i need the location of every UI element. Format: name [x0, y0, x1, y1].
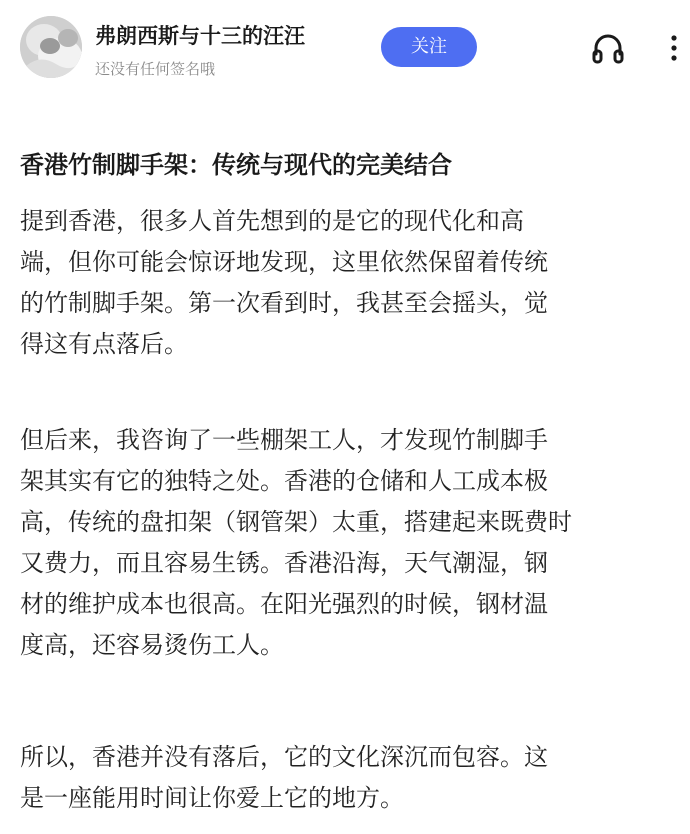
paragraph-line: 但后来，我咨询了一些棚架工人，才发现竹制脚手 [20, 426, 548, 454]
follow-button[interactable]: 关注 [381, 27, 477, 67]
paragraph-line: 又费力，而且容易生锈。香港沿海，天气潮湿，钢 [20, 549, 548, 577]
more-vertical-icon[interactable] [664, 28, 684, 68]
article-title: 香港竹制脚手架：传统与现代的完美结合 [20, 151, 452, 179]
paragraph-line: 的竹制脚手架。第一次看到时，我甚至会摇头，觉 [20, 289, 548, 317]
paragraph-1 [20, 201, 680, 365]
paragraph-line: 提到香港，很多人首先想到的是它的现代化和高 [20, 207, 524, 235]
author-header [0, 0, 690, 100]
paragraph-3 [20, 737, 680, 819]
headphone-icon[interactable] [588, 28, 628, 68]
paragraph-line: 端，但你可能会惊讶地发现，这里依然保留着传统 [20, 248, 548, 276]
author-name[interactable]: 弗朗西斯与十三的汪汪 [95, 24, 305, 48]
paragraph-line: 架其实有它的独特之处。香港的仓储和人工成本极 [20, 467, 548, 495]
paragraph-line: 高，传统的盘扣架（钢管架）太重，搭建起来既费时 [20, 508, 572, 536]
paragraph-line: 是一座能用时间让你爱上它的地方。 [20, 784, 404, 812]
paragraph-line: 得这有点落后。 [20, 330, 188, 358]
paragraph-line: 度高，还容易烫伤工人。 [20, 631, 284, 659]
paragraph-2 [20, 420, 680, 666]
paragraph-line: 所以，香港并没有落后，它的文化深沉而包容。这 [20, 743, 548, 771]
avatar[interactable] [20, 16, 82, 78]
author-signature: 还没有任何签名哦 [95, 60, 216, 78]
paragraph-line: 材的维护成本也很高。在阳光强烈的时候，钢材温 [20, 590, 548, 618]
